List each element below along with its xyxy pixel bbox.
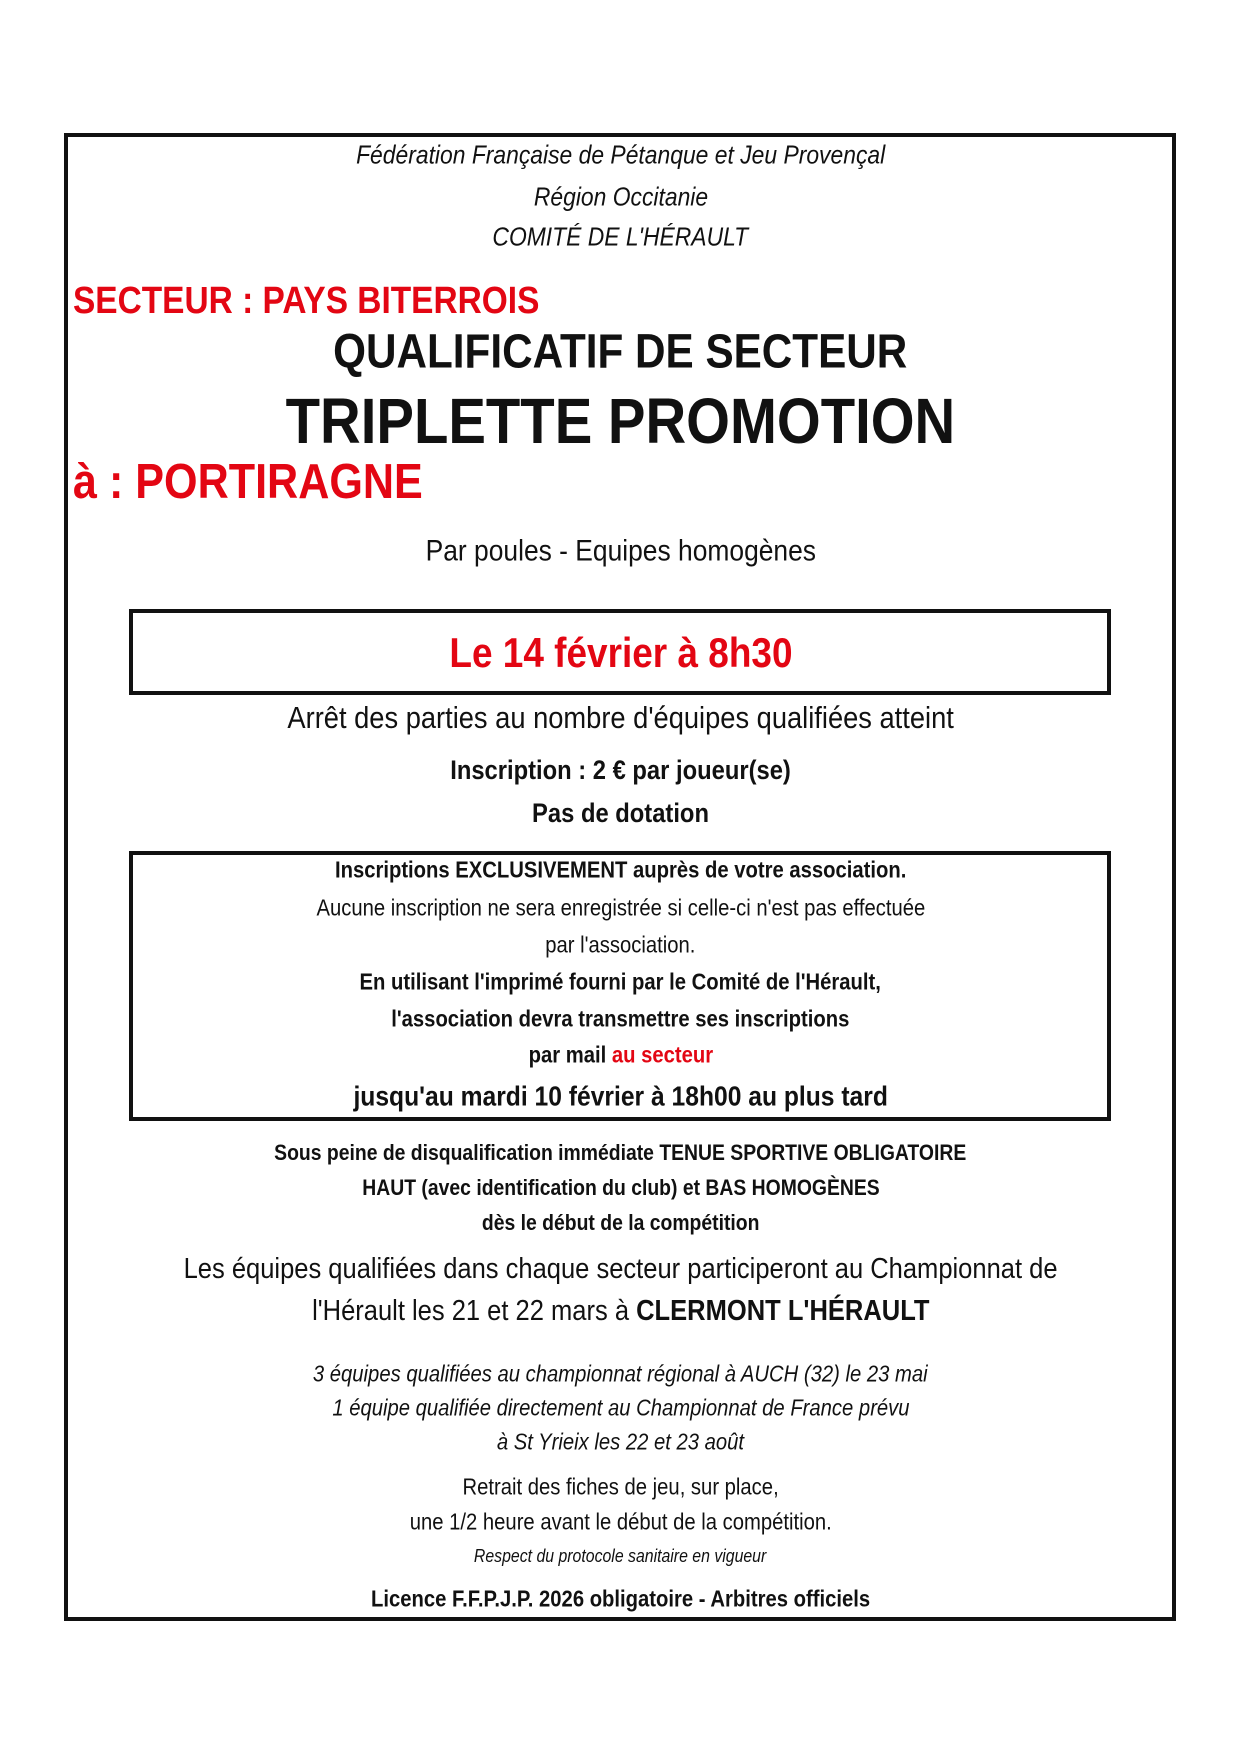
lieu-label: à : PORTIRAGNE (73, 455, 423, 510)
secteur-label: SECTEUR : PAYS BITERROIS (73, 280, 540, 323)
par-mail-text: par mail (528, 1041, 612, 1068)
championnat-line-1-text: Les équipes qualifiées dans chaque secteur participeront au Championnat de (183, 1253, 1058, 1286)
format-text (0, 535, 1241, 568)
qualif-line-1 (0, 1361, 1241, 1386)
sanitaire-text (0, 1547, 1241, 1567)
qualif-line-2-text: 1 équipe qualifiée directement au Championnat de France prévu (331, 1394, 910, 1421)
box-line-2 (0, 895, 1241, 920)
championnat-line-2 (0, 1296, 1241, 1328)
box-line-3 (0, 932, 1241, 957)
clermont-text: CLERMONT L'HÉRAULT (635, 1295, 930, 1328)
tenue-line-3 (0, 1211, 1241, 1235)
inscription-fee (0, 756, 1241, 786)
box-line-4-text: En utilisant l'imprimé fourni par le Comité de l'Hérault, (359, 968, 882, 995)
arret-span: Arrêt des parties au nombre d'équipes qualifiées atteint (287, 699, 954, 735)
championnat-dates-text: l'Hérault les 21 et 22 mars à (311, 1295, 636, 1328)
format-span: Par poules - Equipes homogènes (425, 534, 816, 568)
qualif-line-3 (0, 1429, 1241, 1454)
licence-text (0, 1586, 1241, 1611)
qualif-line-3-text: à St Yrieix les 22 et 23 août (496, 1428, 745, 1455)
box-line-6 (0, 1042, 1241, 1067)
tenue-line-2-text: HAUT (avec identification du club) et BAS HOMOGÈNES (361, 1174, 880, 1200)
qualif-line-1-text: 3 équipes qualifiées au championnat régional à AUCH (32) le 23 mai (313, 1360, 928, 1387)
box-line-5 (0, 1006, 1241, 1031)
comite-text: COMITÉ DE L'HÉRAULT (492, 221, 749, 252)
box-line-1-text: Inscriptions EXCLUSIVEMENT auprès de votre association. (334, 856, 907, 883)
date-text (0, 630, 1241, 676)
arret-text (0, 701, 1241, 735)
tenue-line-2 (0, 1176, 1241, 1200)
retrait-line-1 (0, 1474, 1241, 1499)
sanitaire-span: Respect du protocole sanitaire en vigueur (474, 1546, 767, 1567)
au-secteur-text: au secteur (611, 1041, 713, 1068)
retrait-line-2-text: une 1/2 heure avant le début de la compétition. (409, 1508, 832, 1535)
dotation-span: Pas de dotation (532, 798, 709, 829)
retrait-line-1-text: Retrait des fiches de jeu, sur place, (462, 1473, 779, 1500)
box-line-2-text: Aucune inscription ne sera enregistrée si celle-ci n'est pas effectuée (316, 894, 925, 921)
region-text: Région Occitanie (533, 181, 708, 212)
deadline-text (0, 1082, 1241, 1113)
deadline-span: jusqu'au mardi 10 février à 18h00 au plus tard (353, 1080, 888, 1112)
inscription-span: Inscription : 2 € par joueur(se) (450, 755, 791, 786)
tenue-line-1 (0, 1141, 1241, 1165)
licence-span: Licence F.F.P.J.P. 2026 obligatoire - Arbitres officiels (370, 1585, 871, 1612)
comite-name (0, 223, 1241, 252)
title1-text: QUALIFICATIF DE SECTEUR (333, 325, 908, 379)
region-name (0, 183, 1241, 212)
title-qualificatif (0, 327, 1241, 380)
box-line-4 (0, 969, 1241, 994)
retrait-line-2 (0, 1509, 1241, 1534)
tenue-line-1-text: Sous peine de disqualification immédiate TENUE SPORTIVE OBLIGATOIRE (274, 1139, 967, 1165)
date-span: Le 14 février à 8h30 (448, 628, 793, 676)
title2-text: TRIPLETTE PROMOTION (285, 384, 956, 457)
federation-name (0, 141, 1241, 170)
championnat-line-1 (0, 1254, 1241, 1286)
qualif-line-2 (0, 1395, 1241, 1420)
tenue-line-3-text: dès le début de la compétition (481, 1209, 760, 1235)
box-line-3-text: par l'association. (545, 931, 696, 958)
dotation-text (0, 799, 1241, 829)
title-triplette (0, 386, 1241, 456)
box-line-1 (0, 857, 1241, 882)
box-line-5-text: l'association devra transmettre ses inscriptions (391, 1005, 850, 1032)
federation-text: Fédération Française de Pétanque et Jeu Provençal (355, 139, 886, 170)
